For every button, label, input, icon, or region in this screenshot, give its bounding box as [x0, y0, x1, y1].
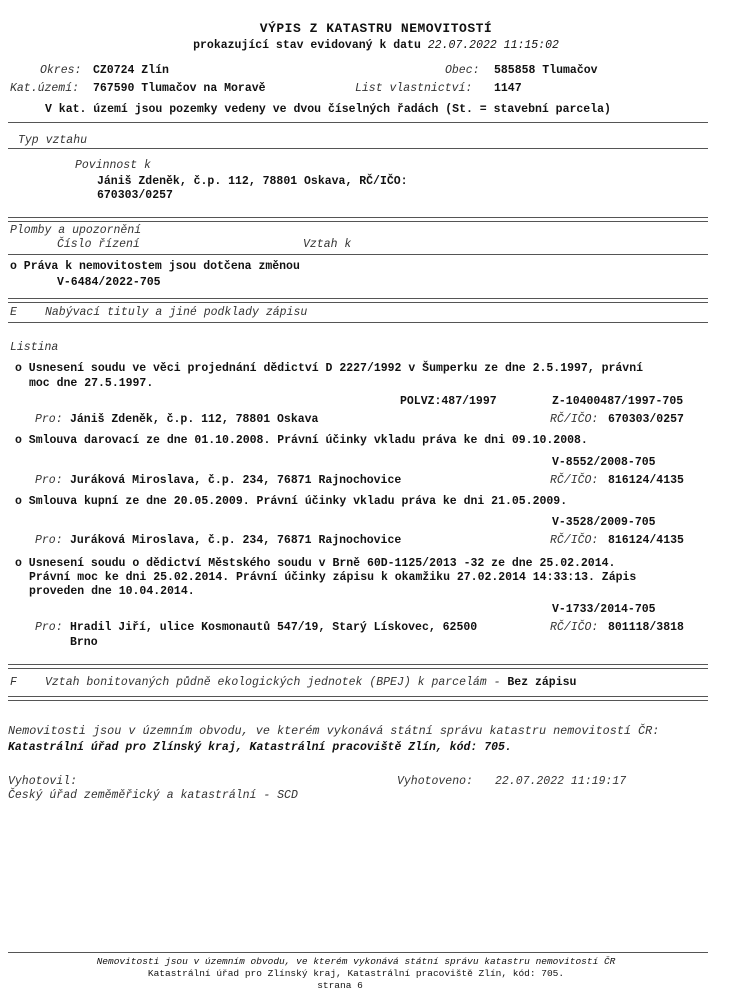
- typ-vztahu-heading: Typ vztahu: [18, 134, 88, 147]
- okres-value: CZ0724 Zlín: [93, 64, 169, 77]
- listina-entry-3-rc: 816124/4135: [608, 534, 684, 547]
- closing-line-1: Nemovitosti jsou v územním obvodu, ve kterém vykonává státní správu katastru nemovitostí ČR:: [8, 724, 660, 738]
- pro-label: Pro:: [35, 621, 63, 634]
- listina-entry-3-pro: Juráková Miroslava, č.p. 234, 76871 Rajnochovice: [70, 534, 402, 547]
- closing-line-2: Katastrální úřad pro Zlínský kraj, Katastrální pracoviště Zlín, kód: 705.: [8, 741, 512, 754]
- plomby-item: o Práva k nemovitostem jsou dotčena změnou: [10, 260, 300, 273]
- plomby-col-vztah: Vztah k: [303, 238, 352, 251]
- listina-entry-2-rc: 816124/4135: [608, 474, 684, 487]
- listina-entry-1-rc: 670303/0257: [608, 413, 684, 426]
- listina-entry-1-line-2: moc dne 27.5.1997.: [29, 377, 154, 390]
- double-divider: [8, 217, 708, 222]
- katuzemi-value: 767590 Tlumačov na Moravě: [93, 82, 266, 95]
- document-subtitle: [0, 39, 752, 53]
- listina-entry-4-pro: Hradil Jiří, ulice Kosmonautů 547/19, Starý Lískovec, 62500: [70, 621, 478, 634]
- povinnost-line-1: Jániš Zdeněk, č.p. 112, 78801 Oskava, RČ/IČO:: [97, 175, 408, 188]
- plomby-col-cislo: Číslo řízení: [57, 238, 140, 251]
- pro-label: Pro:: [35, 474, 63, 487]
- vyhotovil-value: Český úřad zeměměřický a katastrální - SCD: [8, 789, 298, 802]
- obec-label: Obec:: [445, 64, 480, 77]
- section-f-heading-row: [45, 676, 576, 690]
- pro-label: Pro:: [35, 413, 63, 426]
- listina-entry-4-line-3: proveden dne 10.04.2014.: [29, 585, 195, 598]
- listina-entry-1-polvz: POLVZ:487/1997: [400, 395, 497, 408]
- footer-divider: [8, 952, 708, 953]
- listina-entry-1-ref: Z-10400487/1997-705: [552, 395, 684, 408]
- okres-label: Okres:: [40, 64, 82, 77]
- lv-value: 1147: [494, 82, 522, 95]
- rc-label: RČ/IČO:: [550, 413, 599, 426]
- section-e-letter: E: [10, 306, 17, 319]
- listina-entry-4-line-2: Právní moc ke dni 25.02.2014. Právní účinky zápisu k okamžiku 27.02.2014 14:33:13. Zápis: [29, 571, 637, 584]
- divider: [8, 148, 708, 149]
- page-number: strana 6: [317, 980, 363, 991]
- section-e-heading: Nabývací tituly a jiné podklady zápisu: [45, 306, 308, 319]
- listina-entry-4-rc: 801118/3818: [608, 621, 684, 634]
- listina-entry-1-pro: Jániš Zdeněk, č.p. 112, 78801 Oskava: [70, 413, 319, 426]
- listina-entry-2-pro: Juráková Miroslava, č.p. 234, 76871 Rajnochovice: [70, 474, 402, 487]
- document-title: VÝPIS Z KATASTRU NEMOVITOSTÍ: [259, 21, 493, 36]
- obec-value: 585858 Tlumačov: [494, 64, 598, 77]
- katuzemi-label: Kat.území:: [10, 82, 80, 95]
- rc-label: RČ/IČO:: [550, 534, 599, 547]
- vyhotoveno-label: Vyhotoveno:: [397, 775, 473, 788]
- section-f-letter: F: [10, 676, 17, 689]
- footer-line-2: Katastrální úřad pro Zlínský kraj, Katastrální pracoviště Zlín, kód: 705.: [147, 968, 565, 979]
- rc-label: RČ/IČO:: [550, 474, 599, 487]
- double-divider: [8, 696, 708, 701]
- subtitle-date: 22.07.2022 11:15:02: [427, 39, 559, 52]
- double-divider: [8, 298, 708, 303]
- lv-label: List vlastnictví:: [355, 82, 473, 95]
- plomby-heading: Plomby a upozornění: [10, 224, 142, 237]
- footer-line-1: Nemovitosti jsou v územním obvodu, ve kterém vykonává státní správu katastru nemovitostí ČR: [96, 956, 616, 967]
- divider: [8, 122, 708, 123]
- pro-label: Pro:: [35, 534, 63, 547]
- listina-entry-1-line-1: o Usnesení soudu ve věci projednání dědictví D 2227/1992 v Šumperku ze dne 2.5.1997, právní: [15, 362, 644, 375]
- listina-label: Listina: [10, 341, 59, 354]
- listina-entry-4-ref: V-1733/2014-705: [552, 603, 656, 616]
- vyhotoveno-value: 22.07.2022 11:19:17: [495, 775, 627, 788]
- section-f-value: Bez zápisu: [507, 676, 577, 689]
- listina-entry-2-ref: V-8552/2008-705: [552, 456, 656, 469]
- listina-entry-2-line-1: o Smlouva darovací ze dne 01.10.2008. Právní účinky vkladu práva ke dni 09.10.2008.: [15, 434, 588, 447]
- povinnost-label: Povinnost k: [75, 159, 151, 172]
- plomby-item-value: V-6484/2022-705: [57, 276, 161, 289]
- rc-label: RČ/IČO:: [550, 621, 599, 634]
- parcel-note: V kat. území jsou pozemky vedeny ve dvou číselných řadách (St. = stavební parcela): [45, 103, 611, 116]
- listina-entry-3-ref: V-3528/2009-705: [552, 516, 656, 529]
- subtitle-label: prokazující stav evidovaný k datu: [193, 39, 421, 52]
- vyhotovil-label: Vyhotovil:: [8, 775, 78, 788]
- listina-entry-3-line-1: o Smlouva kupní ze dne 20.05.2009. Právní účinky vkladu práva ke dni 21.05.2009.: [15, 495, 568, 508]
- divider: [8, 322, 708, 323]
- divider: [8, 254, 708, 255]
- povinnost-line-2: 670303/0257: [97, 189, 173, 202]
- listina-entry-4-pro-line-2: Brno: [70, 636, 98, 649]
- section-f-heading: Vztah bonitovaných půdně ekologických jednotek (BPEJ) k parcelám -: [45, 676, 501, 689]
- listina-entry-4-line-1: o Usnesení soudu o dědictví Městského soudu v Brně 60D-1125/2013 -32 ze dne 25.02.2014.: [15, 557, 616, 570]
- double-divider: [8, 664, 708, 669]
